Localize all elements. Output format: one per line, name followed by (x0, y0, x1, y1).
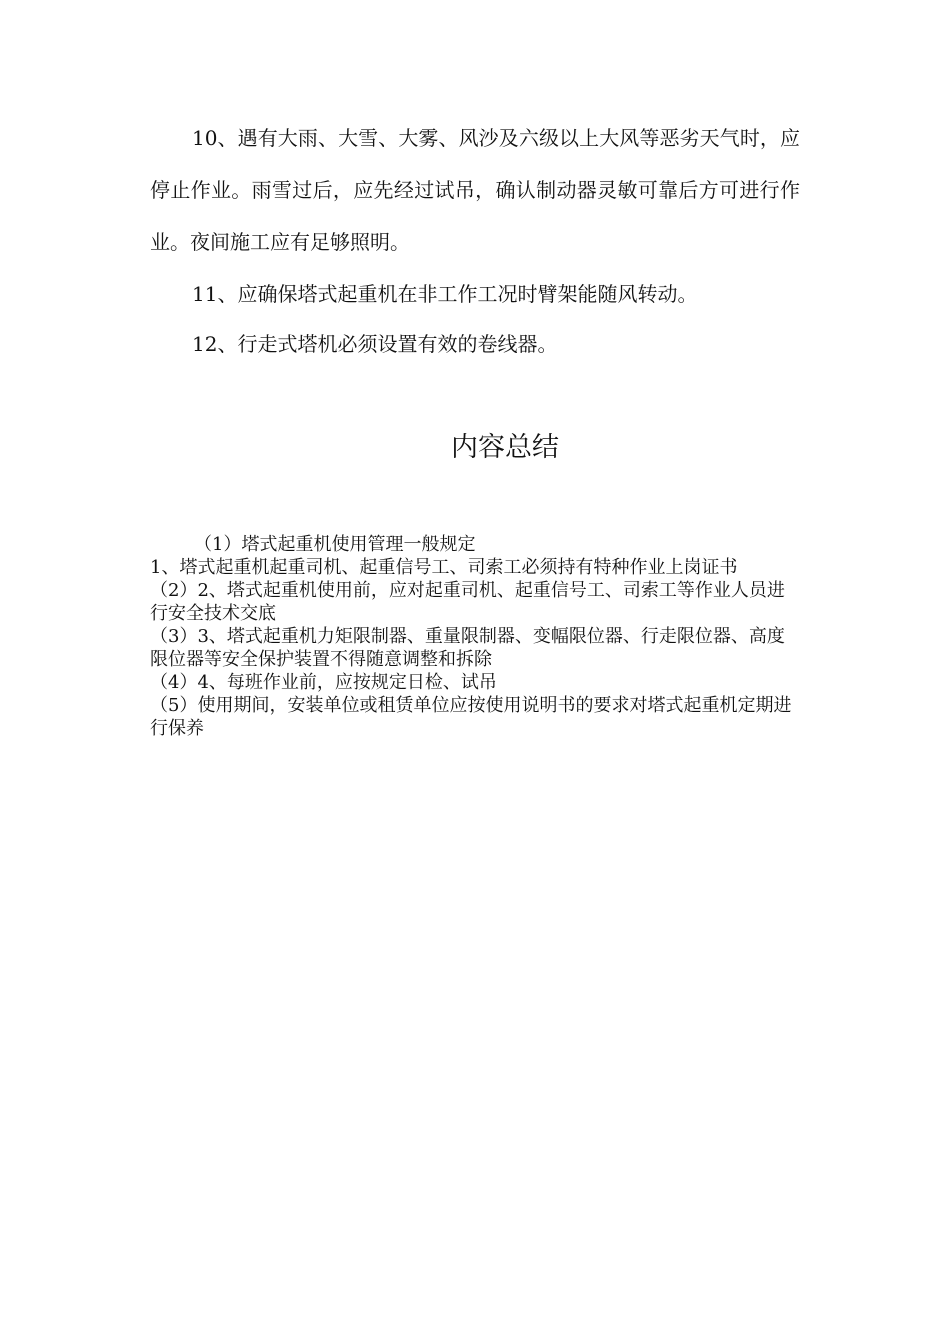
summary-item-4: （3）3、塔式起重机力矩限制器、重量限制器、变幅限位器、行走限位器、高度限位器等安全保护装置不得随意调整和拆除 (150, 626, 785, 670)
summary-item-3: （2）2、塔式起重机使用前，应对起重司机、起重信号工、司索工等作业人员进行安全技术交底 (150, 580, 785, 624)
summary-list (150, 533, 800, 740)
summary-item-1: （1）塔式起重机使用管理一般规定 (194, 534, 476, 555)
summary-item-5: （4）4、每班作业前，应按规定日检、试吊 (150, 672, 497, 693)
paragraph-item-10: 10、遇有大雨、大雪、大雾、风沙及六级以上大风等恶劣天气时，应停止作业。雨雪过后，应先经过试吊，确认制动器灵敏可靠后方可进行作业。夜间施工应有足够照明。 (150, 126, 800, 254)
paragraph-item-12: 12、行走式塔机必须设置有效的卷线器。 (192, 332, 558, 356)
summary-item-6: （5）使用期间，安装单位或租赁单位应按使用说明书的要求对塔式起重机定期进行保养 (150, 695, 792, 739)
summary-item-2: 1、塔式起重机起重司机、起重信号工、司索工必须持有特种作业上岗证书 (150, 557, 738, 578)
summary-title: 内容总结 (451, 432, 559, 463)
paragraph-item-11: 11、应确保塔式起重机在非工作工况时臂架能随风转动。 (192, 282, 698, 306)
